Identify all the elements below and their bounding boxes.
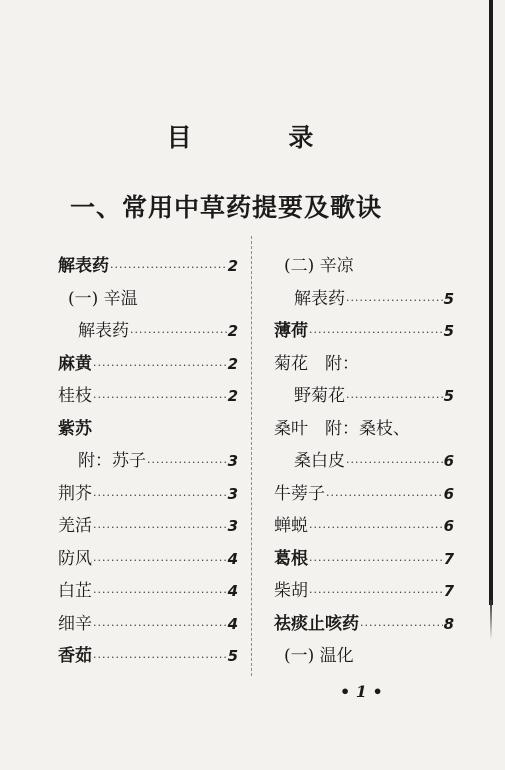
toc-entry-page-number: 2	[227, 354, 238, 373]
toc-entry[interactable]	[274, 575, 454, 608]
toc-entry-leader-dots	[309, 577, 443, 610]
toc-entry-leader-dots	[309, 545, 443, 578]
page-edge-fade	[490, 600, 492, 640]
toc-entry-label: 柴胡	[274, 581, 308, 601]
toc-entry[interactable]	[58, 283, 238, 316]
toc-right-column	[274, 250, 454, 673]
toc-entry-label: 野菊花	[294, 386, 345, 406]
toc-entry-label: 葛根	[274, 548, 308, 569]
toc-entry-leader-dots	[346, 382, 443, 415]
toc-entry-page-number: 3	[227, 517, 238, 535]
toc-entry-page-number: 3	[227, 484, 238, 503]
toc-entry-label: 羌活	[58, 516, 92, 536]
toc-entry[interactable]	[274, 543, 454, 576]
toc-entry-label: 解表药	[294, 288, 345, 309]
toc-entry-page-number: 2	[227, 257, 238, 275]
toc-entry[interactable]	[58, 445, 238, 478]
toc-entry[interactable]	[58, 413, 238, 446]
toc-entry-label: 防风	[58, 548, 92, 569]
toc-entry-label: 解表药	[58, 256, 109, 276]
toc-entry[interactable]	[58, 250, 238, 283]
toc-entry[interactable]	[274, 413, 454, 446]
page-number: • 1 •	[340, 682, 383, 701]
toc-entry[interactable]	[274, 478, 454, 511]
toc-entry-page-number: 6	[443, 517, 454, 535]
toc-entry-leader-dots	[93, 642, 227, 675]
toc-entry-page-number: 6	[443, 452, 454, 470]
toc-entry-label: 桑叶 附：桑枝、	[274, 418, 410, 439]
toc-entry-page-number: 2	[227, 322, 238, 340]
toc-entry-label: (一) 辛温	[68, 288, 138, 309]
toc-title-char-1: 目	[166, 123, 192, 152]
toc-entry-label: 蝉蜕	[274, 516, 308, 536]
toc-entry[interactable]	[274, 348, 454, 381]
toc-entry-leader-dots	[130, 317, 227, 350]
toc-entry[interactable]	[58, 348, 238, 381]
toc-entry-leader-dots	[93, 350, 227, 383]
toc-entry-page-number: 5	[443, 289, 454, 308]
toc-entry[interactable]	[274, 510, 454, 543]
toc-entry[interactable]	[274, 445, 454, 478]
toc-entry[interactable]	[274, 250, 454, 283]
toc-entry[interactable]	[58, 315, 238, 348]
toc-entry-page-number: 7	[443, 549, 454, 568]
toc-left-column	[58, 250, 238, 673]
toc-entry-page-number: 4	[227, 549, 238, 568]
toc-entry-leader-dots	[346, 447, 443, 480]
section-heading: 一、常用中草药提要及歌诀	[70, 193, 383, 222]
toc-entry[interactable]	[58, 380, 238, 413]
toc-entry[interactable]	[58, 575, 238, 608]
toc-entry-label: 附：苏子	[78, 451, 146, 471]
toc-entry-label: 麻黄	[58, 353, 92, 374]
toc-entry-label: 细辛	[58, 613, 92, 634]
toc-entry-leader-dots	[110, 252, 227, 285]
toc-entry-leader-dots	[93, 512, 227, 545]
toc-entry-label: 菊花 附：	[274, 353, 359, 374]
toc-entry-leader-dots	[93, 610, 227, 643]
toc-entry-page-number: 2	[227, 387, 238, 405]
toc-entry-leader-dots	[346, 285, 443, 318]
toc-entry-label: 桂枝	[58, 386, 92, 406]
toc-entry[interactable]	[58, 510, 238, 543]
toc-entry-page-number: 4	[227, 582, 238, 600]
toc-entry[interactable]	[58, 543, 238, 576]
toc-entry-page-number: 5	[227, 647, 238, 665]
toc-entry[interactable]	[58, 640, 238, 673]
column-divider	[251, 236, 252, 676]
toc-entry-leader-dots	[326, 480, 443, 513]
toc-entry-leader-dots	[360, 610, 443, 643]
toc-entry-label: 白芷	[58, 581, 92, 601]
toc-entry-label: 解表药	[78, 321, 129, 341]
toc-entry-leader-dots	[93, 480, 227, 513]
toc-entry-label: 桑白皮	[294, 451, 345, 471]
toc-entry-label: 祛痰止咳药	[274, 613, 359, 634]
toc-entry-label: (一) 温化	[284, 646, 354, 666]
toc-entry[interactable]	[274, 608, 454, 641]
toc-entry-leader-dots	[147, 447, 227, 480]
toc-title-char-2: 录	[288, 123, 314, 152]
toc-title	[0, 118, 480, 154]
toc-entry-leader-dots	[93, 577, 227, 610]
toc-entry-label: 紫苏	[58, 418, 92, 439]
toc-entry-label: 荆芥	[58, 483, 92, 504]
toc-entry[interactable]	[58, 608, 238, 641]
toc-entry-page-number: 5	[443, 322, 454, 340]
toc-entry[interactable]	[58, 478, 238, 511]
toc-entry-label: 香茹	[58, 646, 92, 666]
toc-entry[interactable]	[274, 640, 454, 673]
toc-entry-label: 牛蒡子	[274, 483, 325, 504]
toc-entry[interactable]	[274, 315, 454, 348]
toc-entry-leader-dots	[93, 382, 227, 415]
toc-entry-label: (二) 辛凉	[284, 256, 354, 276]
page-edge-shadow	[489, 0, 493, 605]
toc-entry-page-number: 5	[443, 387, 454, 405]
toc-entry-page-number: 6	[443, 484, 454, 503]
toc-entry-leader-dots	[93, 545, 227, 578]
toc-entry-leader-dots	[309, 317, 443, 350]
toc-entry-label: 薄荷	[274, 321, 308, 341]
toc-entry-page-number: 8	[443, 614, 454, 633]
toc-entry-page-number: 3	[227, 452, 238, 470]
toc-entry-page-number: 7	[443, 582, 454, 600]
toc-entry-leader-dots	[309, 512, 443, 545]
toc-entry[interactable]	[274, 380, 454, 413]
toc-entry[interactable]	[274, 283, 454, 316]
toc-entry-page-number: 4	[227, 614, 238, 633]
